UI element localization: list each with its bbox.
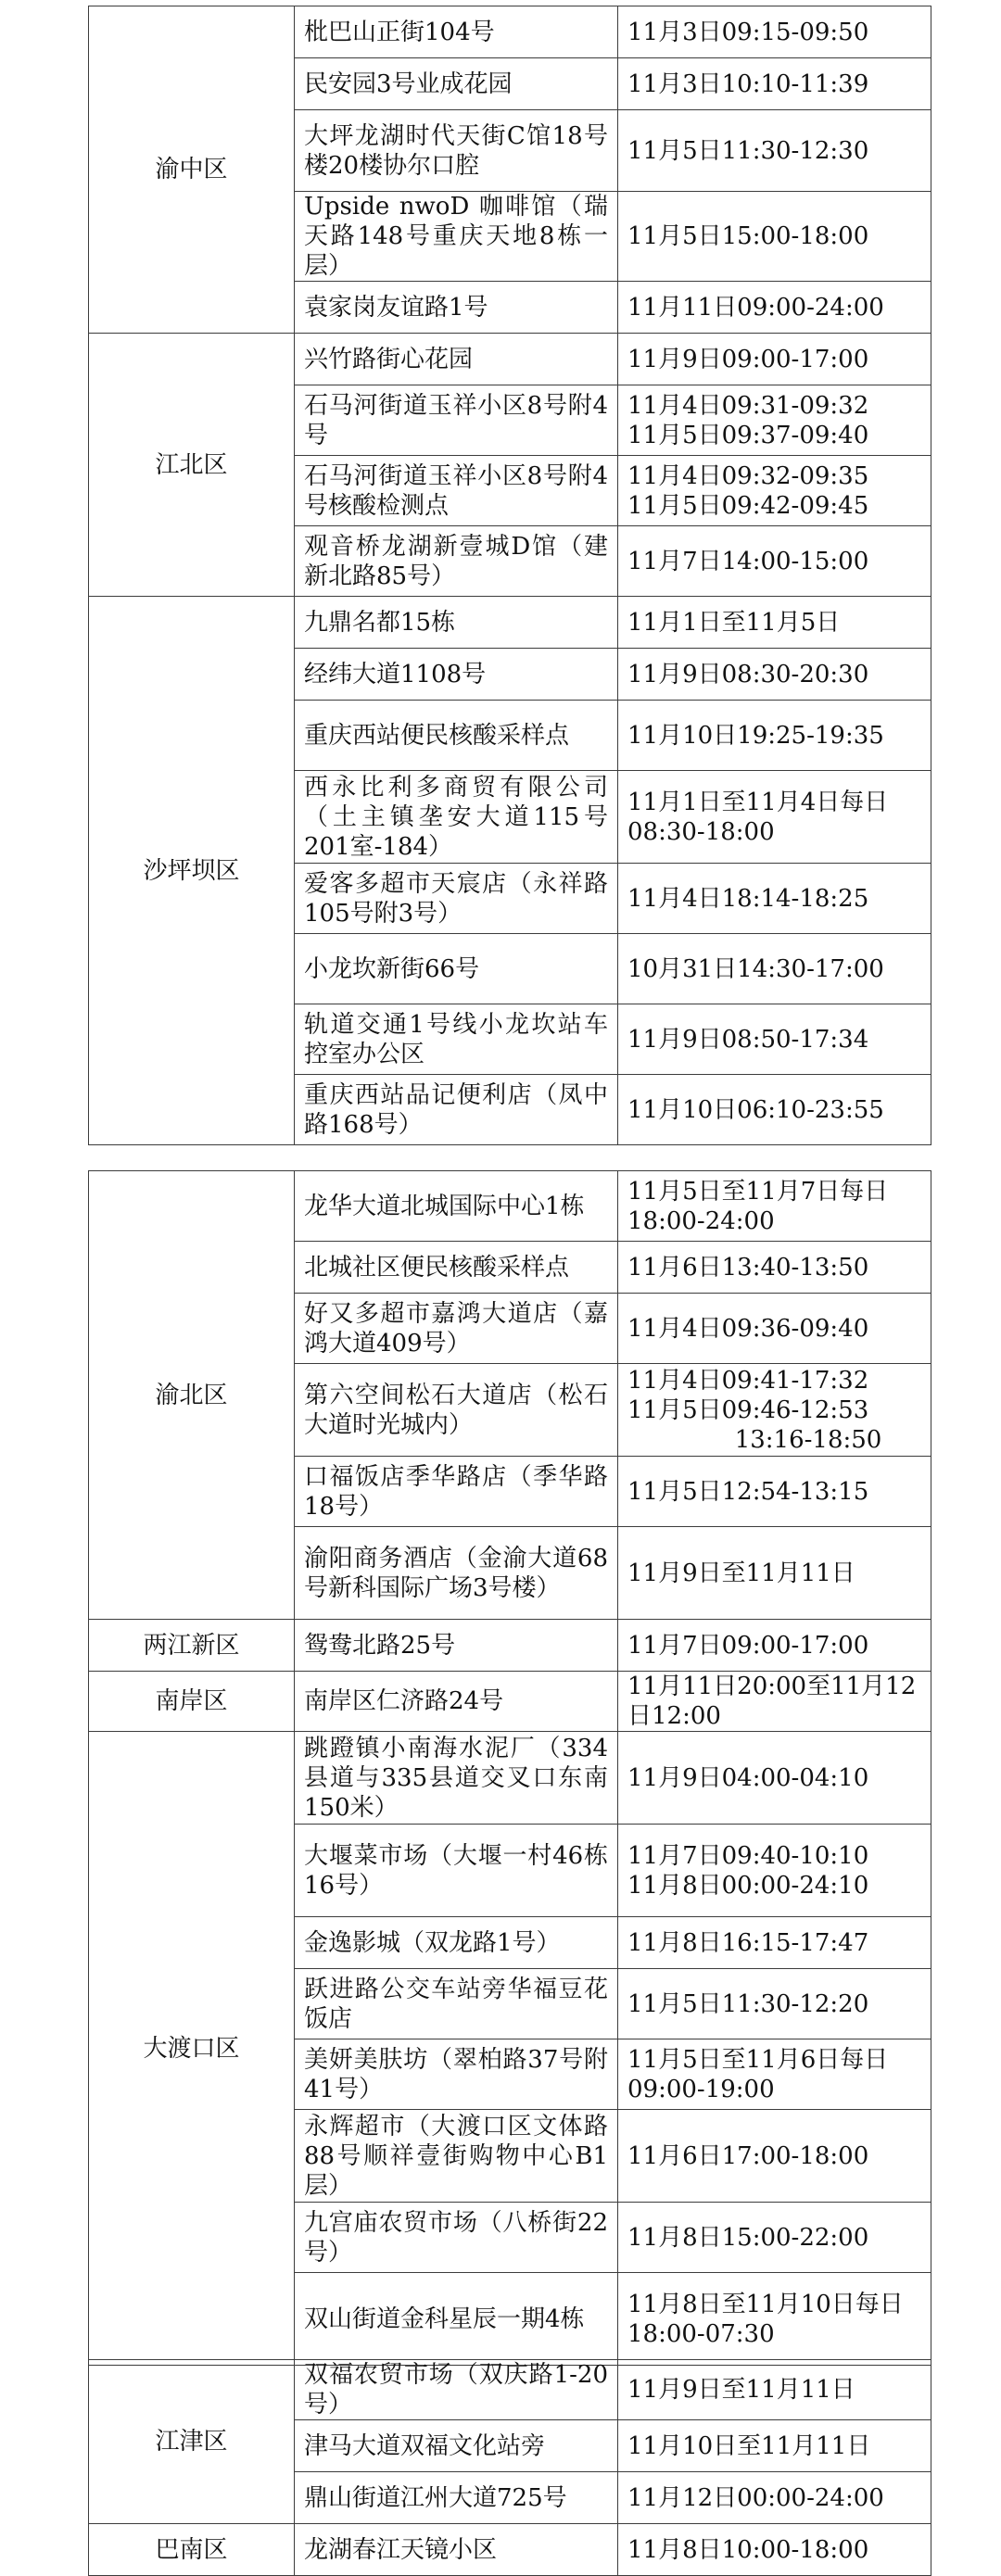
place-cell: 龙湖春江天镜小区 bbox=[295, 2524, 618, 2576]
district-cell: 沙坪坝区 bbox=[89, 597, 295, 1145]
place-cell: 爱客多超市天宸店（永祥路105号附3号） bbox=[295, 864, 618, 934]
place-cell: 鼎山街道江州大道725号 bbox=[295, 2472, 618, 2524]
time-cell: 11月7日09:40-10:10 11月8日00:00-24:10 bbox=[618, 1825, 931, 1917]
time-cell: 11月6日17:00-18:00 bbox=[618, 2110, 931, 2203]
locations-table-3 bbox=[88, 2359, 931, 2576]
place-cell: 石马河街道玉祥小区8号附4号 bbox=[295, 385, 618, 456]
time-cell: 11月10日19:25-19:35 bbox=[618, 701, 931, 771]
place-cell: 民安园3号业成花园 bbox=[295, 58, 618, 110]
table-row bbox=[89, 1672, 931, 1732]
table-row bbox=[89, 2524, 931, 2576]
time-cell: 11月5日至11月7日每日18:00-24:00 bbox=[618, 1171, 931, 1242]
district-cell: 两江新区 bbox=[89, 1620, 295, 1672]
place-cell: 龙华大道北城国际中心1栋 bbox=[295, 1171, 618, 1242]
time-cell: 11月3日10:10-11:39 bbox=[618, 58, 931, 110]
place-cell: Upside nwoD 咖啡馆（瑞天路148号重庆天地8栋一层） bbox=[295, 192, 618, 282]
locations-table-1 bbox=[88, 6, 931, 1145]
time-cell: 11月7日14:00-15:00 bbox=[618, 526, 931, 597]
table-row bbox=[89, 1620, 931, 1672]
district-cell: 江北区 bbox=[89, 334, 295, 597]
time-cell: 11月5日12:54-13:15 bbox=[618, 1457, 931, 1527]
time-cell: 11月9日至11月11日 bbox=[618, 2360, 931, 2420]
district-cell: 巴南区 bbox=[89, 2524, 295, 2576]
time-cell: 11月6日13:40-13:50 bbox=[618, 1242, 931, 1294]
time-cell: 11月4日09:32-09:35 11月5日09:42-09:45 bbox=[618, 456, 931, 526]
district-cell: 渝北区 bbox=[89, 1171, 295, 1620]
table-row bbox=[89, 1732, 931, 1825]
place-cell: 津马大道双福文化站旁 bbox=[295, 2420, 618, 2472]
district-cell: 大渡口区 bbox=[89, 1732, 295, 2366]
place-cell: 好又多超市嘉鸿大道店（嘉鸿大道409号） bbox=[295, 1294, 618, 1364]
time-cell: 11月10日06:10-23:55 bbox=[618, 1075, 931, 1145]
time-cell: 11月5日至11月6日每日09:00-19:00 bbox=[618, 2039, 931, 2110]
place-cell: 小龙坎新街66号 bbox=[295, 934, 618, 1004]
time-cell: 11月9日至11月11日 bbox=[618, 1527, 931, 1620]
time-cell: 11月4日18:14-18:25 bbox=[618, 864, 931, 934]
place-cell: 美妍美肤坊（翠柏路37号附41号） bbox=[295, 2039, 618, 2110]
table-row bbox=[89, 334, 931, 385]
time-cell: 11月10日至11月11日 bbox=[618, 2420, 931, 2472]
place-cell: 双山街道金科星辰一期4栋 bbox=[295, 2273, 618, 2366]
place-cell: 口福饭店季华路店（季华路18号） bbox=[295, 1457, 618, 1527]
place-cell: 双福农贸市场（双庆路1-20号） bbox=[295, 2360, 618, 2420]
place-cell: 永辉超市（大渡口区文体路88号顺祥壹街购物中心B1层） bbox=[295, 2110, 618, 2203]
time-cell: 11月11日09:00-24:00 bbox=[618, 282, 931, 334]
table-row bbox=[89, 2360, 931, 2420]
table-row bbox=[89, 6, 931, 58]
place-cell: 重庆西站便民核酸采样点 bbox=[295, 701, 618, 771]
time-cell: 11月5日11:30-12:20 bbox=[618, 1969, 931, 2039]
time-cell: 11月12日00:00-24:00 bbox=[618, 2472, 931, 2524]
place-cell: 渝阳商务酒店（金渝大道68号新科国际广场3号楼） bbox=[295, 1527, 618, 1620]
time-cell: 11月9日08:50-17:34 bbox=[618, 1004, 931, 1075]
place-cell: 九鼎名都15栋 bbox=[295, 597, 618, 649]
time-cell: 11月3日09:15-09:50 bbox=[618, 6, 931, 58]
place-cell: 兴竹路街心花园 bbox=[295, 334, 618, 385]
place-cell: 观音桥龙湖新壹城D馆（建新北路85号） bbox=[295, 526, 618, 597]
time-cell: 11月1日至11月4日每日08:30-18:00 bbox=[618, 771, 931, 864]
time-cell: 11月4日09:41-17:32 11月5日09:46-12:53 13:16-18:50 bbox=[618, 1364, 931, 1457]
district-cell: 渝中区 bbox=[89, 6, 295, 334]
time-cell: 11月8日15:00-22:00 bbox=[618, 2203, 931, 2273]
time-cell: 11月9日09:00-17:00 bbox=[618, 334, 931, 385]
locations-table-2 bbox=[88, 1170, 931, 2366]
table-row bbox=[89, 1171, 931, 1242]
place-cell: 枇巴山正街104号 bbox=[295, 6, 618, 58]
time-cell: 11月11日20:00至11月12日12:00 bbox=[618, 1672, 931, 1732]
place-cell: 金逸影城（双龙路1号） bbox=[295, 1917, 618, 1969]
place-cell: 跃进路公交车站旁华福豆花饭店 bbox=[295, 1969, 618, 2039]
time-cell: 11月4日09:31-09:32 11月5日09:37-09:40 bbox=[618, 385, 931, 456]
place-cell: 西永比利多商贸有限公司（土主镇垄安大道115号201室-184） bbox=[295, 771, 618, 864]
time-cell: 11月4日09:36-09:40 bbox=[618, 1294, 931, 1364]
place-cell: 北城社区便民核酸采样点 bbox=[295, 1242, 618, 1294]
place-cell: 鸳鸯北路25号 bbox=[295, 1620, 618, 1672]
place-cell: 南岸区仁济路24号 bbox=[295, 1672, 618, 1732]
time-cell: 11月5日15:00-18:00 bbox=[618, 192, 931, 282]
time-cell: 11月7日09:00-17:00 bbox=[618, 1620, 931, 1672]
time-cell: 10月31日14:30-17:00 bbox=[618, 934, 931, 1004]
district-cell: 江津区 bbox=[89, 2360, 295, 2524]
place-cell: 轨道交通1号线小龙坎站车控室办公区 bbox=[295, 1004, 618, 1075]
place-cell: 经纬大道1108号 bbox=[295, 649, 618, 701]
place-cell: 重庆西站品记便利店（凤中路168号） bbox=[295, 1075, 618, 1145]
table-row bbox=[89, 597, 931, 649]
place-cell: 石马河街道玉祥小区8号附4号核酸检测点 bbox=[295, 456, 618, 526]
time-cell: 11月8日16:15-17:47 bbox=[618, 1917, 931, 1969]
time-cell: 11月8日至11月10日每日18:00-07:30 bbox=[618, 2273, 931, 2366]
place-cell: 跳蹬镇小南海水泥厂（334县道与335县道交叉口东南150米） bbox=[295, 1732, 618, 1825]
time-cell: 11月1日至11月5日 bbox=[618, 597, 931, 649]
place-cell: 第六空间松石大道店（松石大道时光城内） bbox=[295, 1364, 618, 1457]
time-cell: 11月9日04:00-04:10 bbox=[618, 1732, 931, 1825]
place-cell: 大堰菜市场（大堰一村46栋16号） bbox=[295, 1825, 618, 1917]
time-cell: 11月8日10:00-18:00 bbox=[618, 2524, 931, 2576]
time-cell: 11月5日11:30-12:30 bbox=[618, 110, 931, 192]
place-cell: 九宫庙农贸市场（八桥街22号） bbox=[295, 2203, 618, 2273]
time-cell: 11月9日08:30-20:30 bbox=[618, 649, 931, 701]
district-cell: 南岸区 bbox=[89, 1672, 295, 1732]
place-cell: 袁家岗友谊路1号 bbox=[295, 282, 618, 334]
place-cell: 大坪龙湖时代天街C馆18号楼20楼协尔口腔 bbox=[295, 110, 618, 192]
